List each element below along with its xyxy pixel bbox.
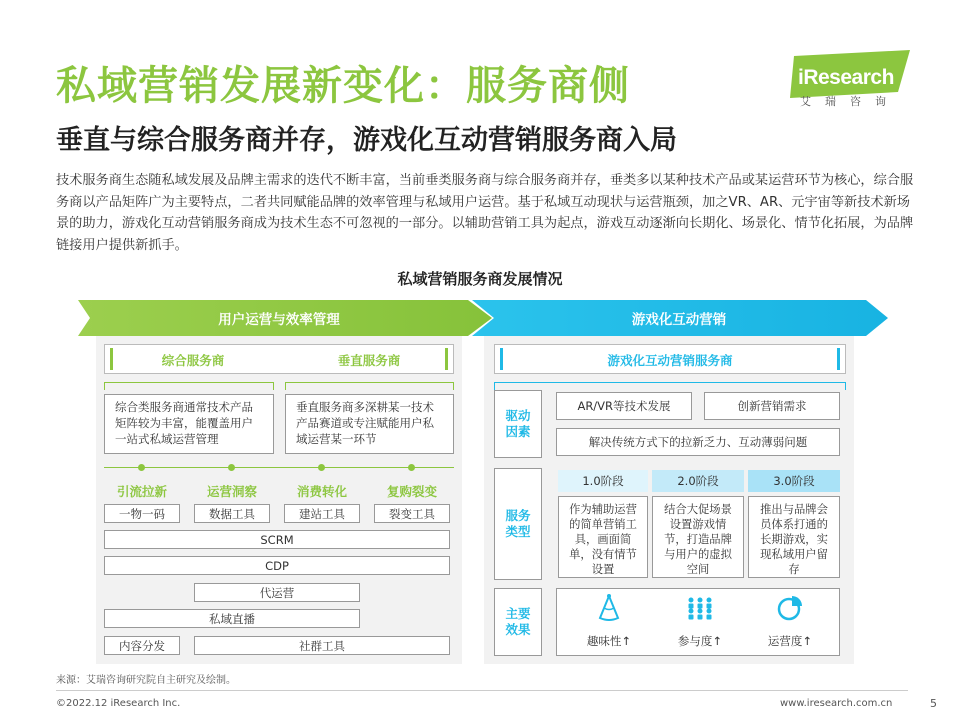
stage-1-desc: 作为辅助运营的简单营销工具，画面简单，没有情节设置 xyxy=(558,496,648,578)
vertical-provider-title: 垂直服务商 xyxy=(337,353,401,368)
comprehensive-provider-title: 综合服务商 xyxy=(161,353,225,368)
stage-2-desc: 结合大促场景设置游戏情节，打造品牌与用户的虚拟空间 xyxy=(652,496,744,578)
stage-dot-4 xyxy=(408,464,415,471)
service-types-label xyxy=(494,468,542,580)
category-insight: 运营洞察 xyxy=(206,484,257,499)
page-title: 私域营销发展新变化：服务商侧 xyxy=(56,63,630,109)
main-effects-text: 主要效果 xyxy=(505,606,531,637)
footer-divider xyxy=(56,690,908,691)
website: www.iresearch.com.cn xyxy=(780,698,893,709)
page-number: 5 xyxy=(930,697,937,710)
category-repurchase: 复购裂变 xyxy=(386,484,437,499)
effect-fun: 趣味性↑ xyxy=(586,634,632,648)
stage-dot-1 xyxy=(138,464,145,471)
header-accent-right xyxy=(445,348,448,370)
bracket-blue xyxy=(494,382,846,390)
vertical-provider-desc: 垂直服务商多深耕某一技术产品赛道或专注赋能用户私域运营某一环节 xyxy=(285,394,454,454)
service-types-text: 服务类型 xyxy=(505,508,531,539)
tool-fission: 裂变工具 xyxy=(374,504,450,523)
people-group-icon xyxy=(686,596,714,620)
stage-dot-2 xyxy=(228,464,235,471)
effect-operation: 运营度↑ xyxy=(767,634,813,648)
header-accent-left xyxy=(110,348,113,370)
left-arrow-label: 用户运营与效率管理 xyxy=(218,312,340,328)
page-subtitle: 垂直与综合服务商并存，游戏化互动营销服务商入局 xyxy=(56,125,677,156)
source-note: 来源：艾瑞咨询研究院自主研究及绘制。 xyxy=(56,675,236,686)
bracket-right xyxy=(285,382,454,390)
gamified-provider-title: 游戏化互动营销服务商 xyxy=(607,353,733,368)
tool-qr-code: 一物一码 xyxy=(104,504,180,523)
stage-connector-line xyxy=(104,467,454,468)
tool-site-builder: 建站工具 xyxy=(284,504,360,523)
drive-innovation: 创新营销需求 xyxy=(704,392,840,420)
stage-2-header: 2.0阶段 xyxy=(652,470,744,492)
tool-private-live: 私域直播 xyxy=(104,609,360,628)
right-arrow-label: 游戏化互动营销 xyxy=(631,312,727,328)
effect-participation: 参与度↑ xyxy=(677,634,723,648)
tool-content-distribution: 内容分发 xyxy=(104,636,180,655)
tool-scrm: SCRM xyxy=(104,530,450,549)
pie-chart-icon xyxy=(776,594,804,622)
drive-tech: AR/VR等技术发展 xyxy=(556,392,692,420)
comprehensive-provider-desc: 综合类服务商通常技术产品矩阵较为丰富，能覆盖用户一站式私域运营管理 xyxy=(104,394,274,454)
stage-dot-3 xyxy=(318,464,325,471)
drive-factors-text: 驱动因素 xyxy=(505,408,531,439)
main-effects-label xyxy=(494,588,542,656)
drive-problem: 解决传统方式下的拉新乏力、互动薄弱问题 xyxy=(556,428,840,456)
stage-1-header: 1.0阶段 xyxy=(558,470,648,492)
copyright: ©2022.12 iResearch Inc. xyxy=(56,698,181,709)
category-acquisition: 引流拉新 xyxy=(116,484,167,499)
category-conversion: 消费转化 xyxy=(296,484,347,499)
tool-cdp: CDP xyxy=(104,556,450,575)
diagram-title: 私域营销服务商发展情况 xyxy=(397,270,563,288)
logo-text: iResearch xyxy=(798,66,894,89)
stage-3-header: 3.0阶段 xyxy=(748,470,840,492)
tool-agency-operation: 代运营 xyxy=(194,583,360,602)
logo-chinese-name: 艾瑞咨询 xyxy=(800,95,900,108)
drive-factors-label xyxy=(494,390,542,458)
stage-3-desc: 推出与品牌会员体系打通的长期游戏，实现私域用户留存 xyxy=(748,496,840,578)
tool-community: 社群工具 xyxy=(194,636,450,655)
tool-data: 数据工具 xyxy=(194,504,270,523)
bracket-left xyxy=(104,382,274,390)
intro-paragraph: 技术服务商生态随私域发展及品牌主需求的迭代不断丰富，当前垂类服务商与综合服务商并存，垂类多以某种技术产品或某运营环节为核心，综合服务商以产品矩阵广为主要特点，二者共同赋能品牌的效率管理与私域用户运营。基于私域互动现状与运营瓶颈，加之VR、AR、元宇宙等新技术新场景的助力，游戏化互动营销服务商成为技术生态不可忽视的一部分。以辅助营销工具为起点，游戏互动逐渐向长期化、场景化、情节化拓展，为品牌链接用户提供新抓手。 xyxy=(56,173,914,253)
party-hat-icon xyxy=(596,594,622,622)
